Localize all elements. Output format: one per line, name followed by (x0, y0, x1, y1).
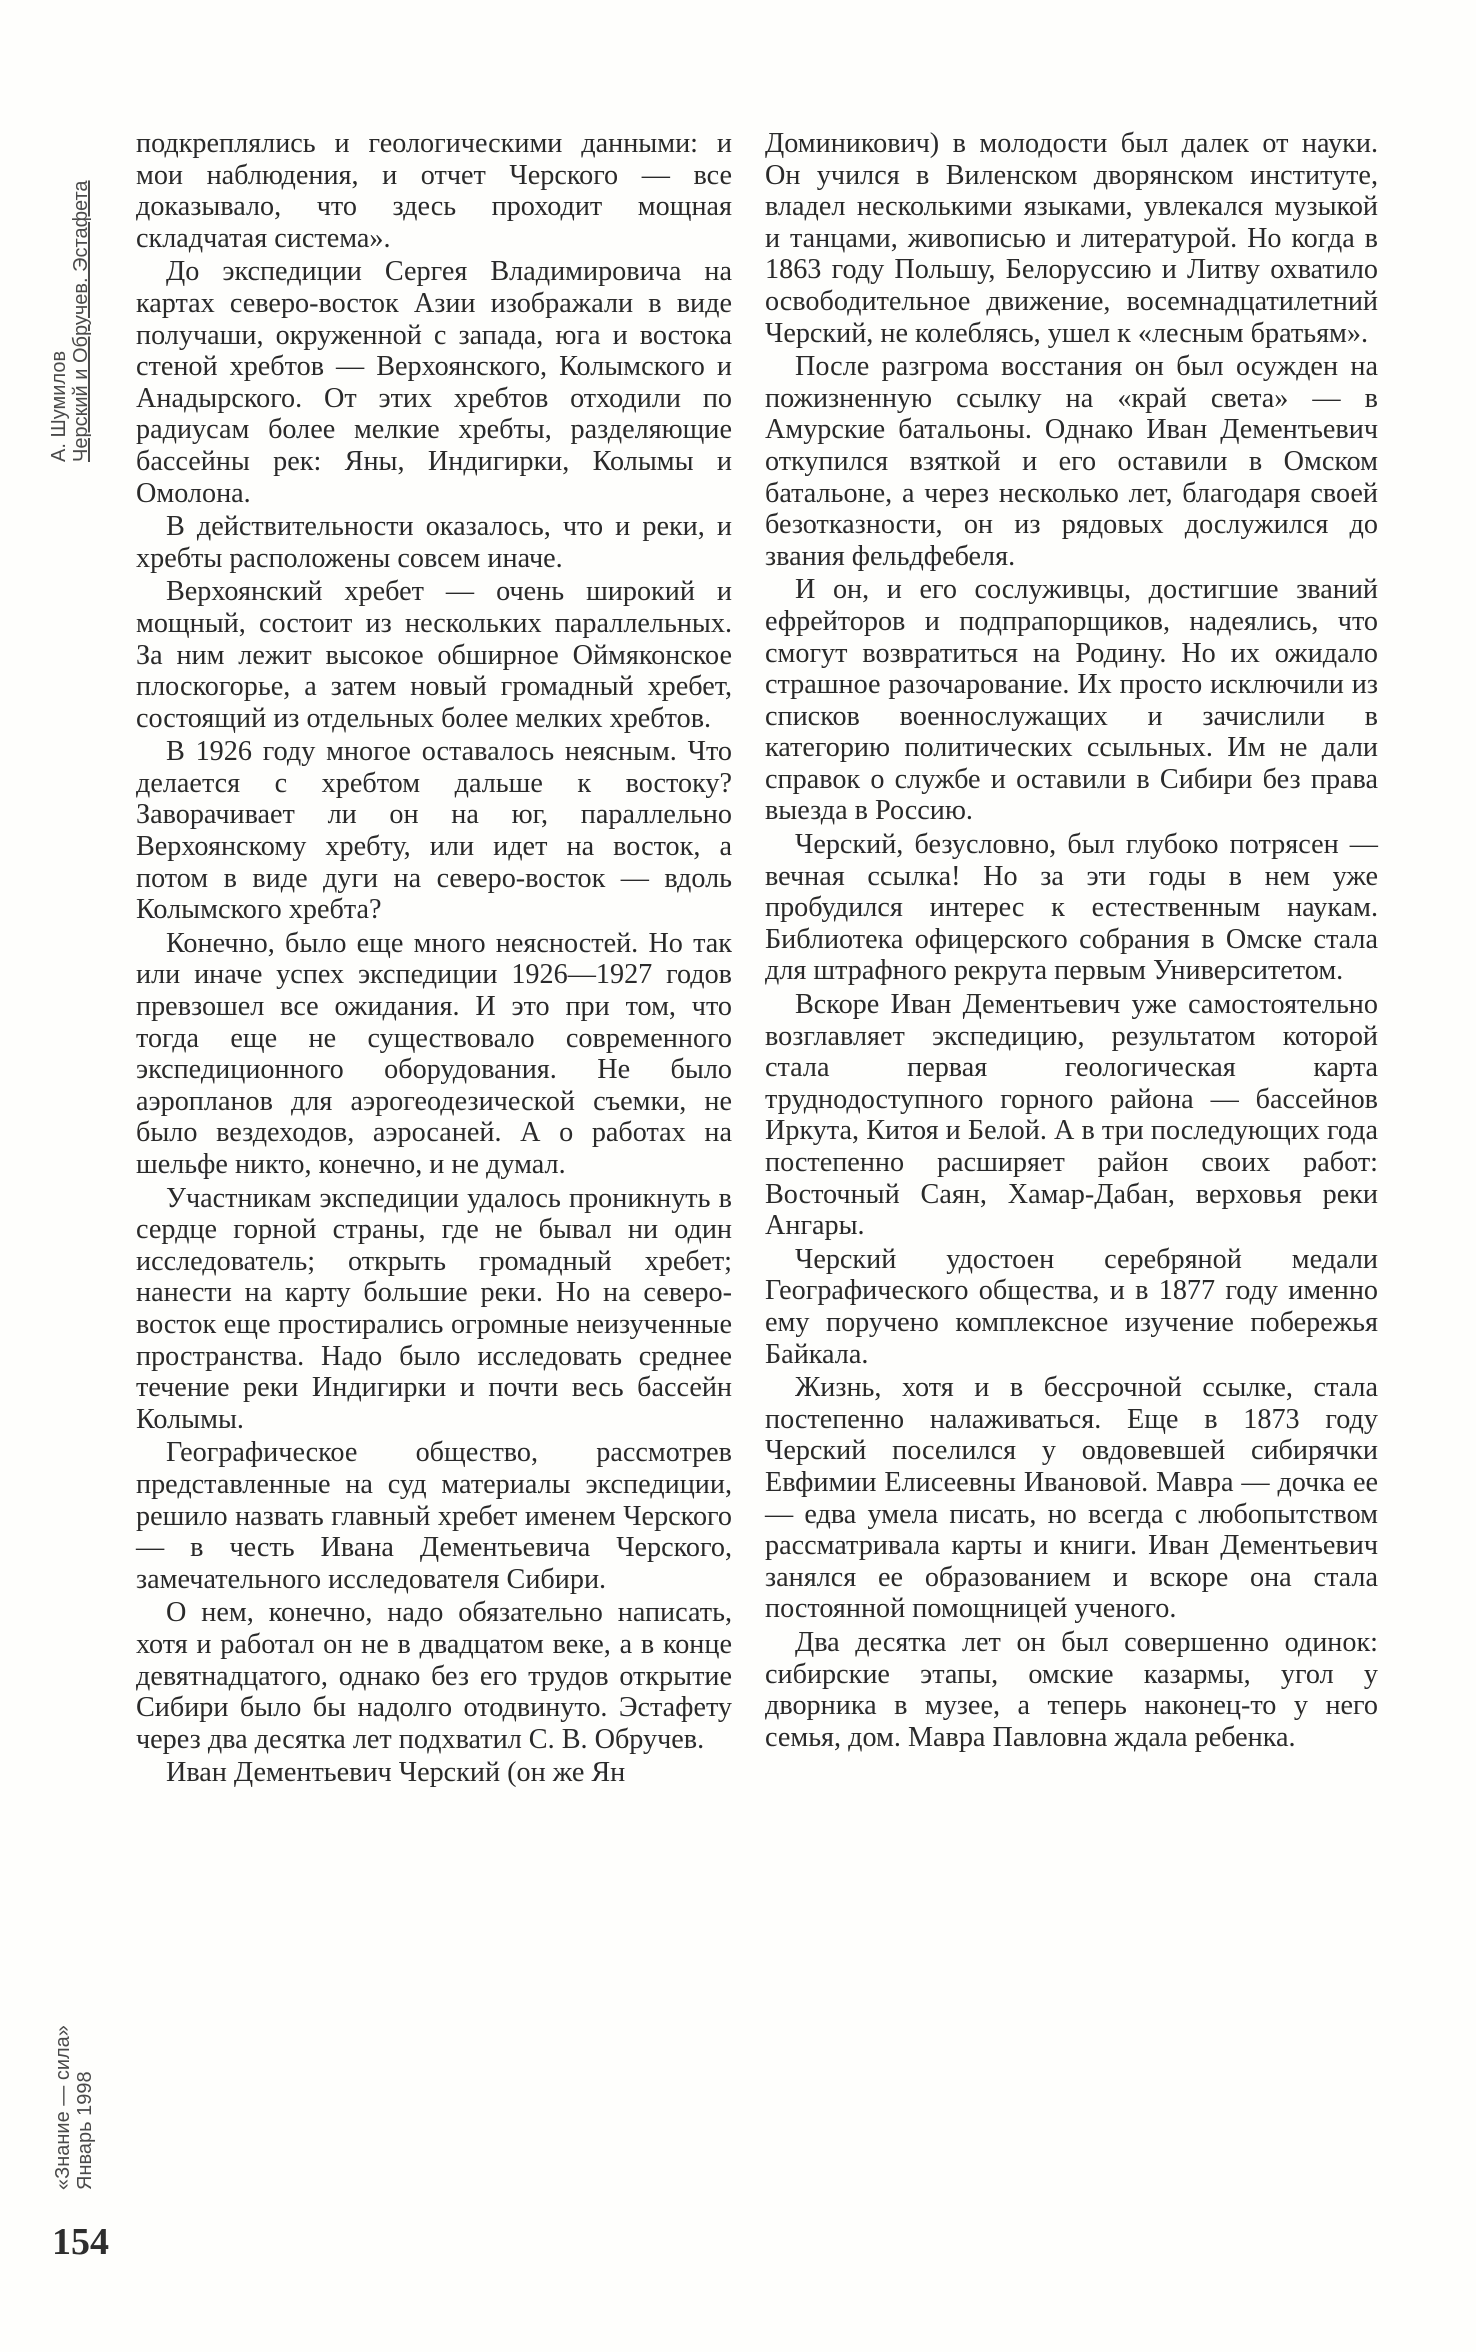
paragraph: Черский удостоен серебряной медали Географического общества, и в 1877 году именно ему поручено комплексное изучение побережья Байкала. (765, 1243, 1378, 1370)
paragraph: подкреплялись и геологическими данными: и мои наблюдения, и отчет Черского — все доказывало, что здесь проходит мощная складчатая система». (136, 128, 732, 254)
running-header-title: Черский и Обручев. Эстафета (70, 180, 92, 462)
paragraph: Конечно, было еще много неясностей. Но так или иначе успех экспедиции 1926—1927 годов превзошел все ожидания. И это при том, что тогда еще не существовало современного экспедиционного оборудования. Не было аэропланов для аэрогеодезической съемки, не было вездеходов, аэросаней. А о работах на шельфе никто, конечно, и не думал. (136, 927, 732, 1180)
paragraph: Вскоре Иван Дементьевич уже самостоятельно возглавляет экспедицию, результатом которой стала первая геологическая карта труднодоступного горного района — бассейнов Иркута, Китоя и Белой. А в три последующих года постепенно расширяет район своих работ: Восточный Саян, Хамар-Дабан, верховья реки Ангары. (765, 989, 1378, 1242)
paragraph: До экспедиции Сергея Владимировича на картах северо-восток Азии изображали в виде получаши, окруженной с запада, юга и востока стеной хребтов — Верхоянского, Колымского и Анадырского. От этих хребтов отходили по радиусам более мелкие хребты, разделяющие бассейны рек: Яны, Индигирки, Колымы и Омолона. (136, 256, 732, 509)
paragraph: Географическое общество, рассмотрев представленные на суд материалы экспедиции, решило назвать главный хребет именем Черского — в честь Ивана Дементьевича Черского, замечательного исследователя Сибири. (136, 1437, 732, 1595)
right-column (765, 128, 1378, 1753)
page-number: 154 (52, 2221, 109, 2263)
paragraph: Два десятка лет он был совершенно одинок: сибирские этапы, омские казармы, угол у дворника в музее, а теперь наконец-то у него семья, дом. Мавра Павловна ждала ребенка. (765, 1626, 1378, 1753)
paragraph: В 1926 году многое оставалось неясным. Что делается с хребтом дальше к востоку? Заворачивает ли он на юг, параллельно Верхоянскому хребту, или идет на восток, а потом в виде дуги на северо-восток — вдоль Колымского хребта? (136, 736, 732, 926)
paragraph: После разгрома восстания он был осужден на пожизненную ссылку на «край света» — в Амурские батальоны. Однако Иван Дементьевич откупился взяткой и его оставили в Омском батальоне, а через несколько лет, благодаря своей безотказности, он из рядовых дослужился до звания фельдфебеля. (765, 351, 1378, 572)
running-header-author: А. Шумилов (48, 350, 70, 462)
paragraph: Доминикович) в молодости был далек от науки. Он учился в Виленском дворянском институте, владел несколькими языками, увлекался музыкой и танцами, живописью и литературой. Но когда в 1863 году Польшу, Белоруссию и Литву охватило освободительное движение, восемнадцатилетний Черский, не колеблясь, ушел к «лесным братьям». (765, 128, 1378, 349)
paragraph: Иван Дементьевич Черский (он же Ян (166, 1757, 626, 1789)
running-footer-magazine: «Знание — сила» (52, 2025, 74, 2190)
running-footer-issue: Январь 1998 (74, 2071, 96, 2190)
paragraph: Верхоянский хребет — очень широкий и мощный, состоит из нескольких параллельных. За ним лежит высокое обширное Оймяконское плоскогорье, а затем новый громадный хребет, состоящий из отдельных более мелких хребтов. (136, 576, 732, 734)
left-column (136, 128, 732, 1789)
paragraph: И он, и его сослуживцы, достигшие званий ефрейторов и подпрапорщиков, надеялись, что смогут возвратиться на Родину. Но их ожидало страшное разочарование. Их просто исключили из списков военнослужащих и зачислили в категорию политических ссыльных. Им не дали справок о службе и оставили в Сибири без права выезда в Россию. (765, 574, 1378, 827)
paragraph: Жизнь, хотя и в бессрочной ссылке, стала постепенно налаживаться. Еще в 1873 году Черский поселился у овдовевшей сибирячки Евфимии Елисеевны Ивановой. Мавра — дочка ее — едва умела писать, но всегда с любопытством рассматривала карты и книги. Иван Дементьевич занялся ее образованием и вскоре она стала постоянной помощницей ученого. (765, 1372, 1378, 1625)
paragraph: О нем, конечно, надо обязательно написать, хотя и работал он не в двадцатом веке, а в конце девятнадцатого, однако без его трудов открытие Сибири было бы надолго отодвинуто. Эстафету через два десятка лет подхватил С. В. Обручев. (136, 1597, 732, 1755)
paragraph: Черский, безусловно, был глубоко потрясен — вечная ссылка! Но за эти годы в нем уже пробудился интерес к естественным наукам. Библиотека офицерского собрания в Омске стала для штрафного рекрута первым Университетом. (765, 829, 1378, 987)
paragraph: Участникам экспедиции удалось проникнуть в сердце горной страны, где не бывал ни один исследователь; открыть громадный хребет; нанести на карту большие реки. Но на северо-восток еще простирались огромные неизученные пространства. Надо было исследовать среднее течение реки Индигирки и почти весь бассейн Колымы. (136, 1182, 732, 1435)
paragraph: В действительности оказалось, что и реки, и хребты расположены совсем иначе. (136, 511, 732, 574)
